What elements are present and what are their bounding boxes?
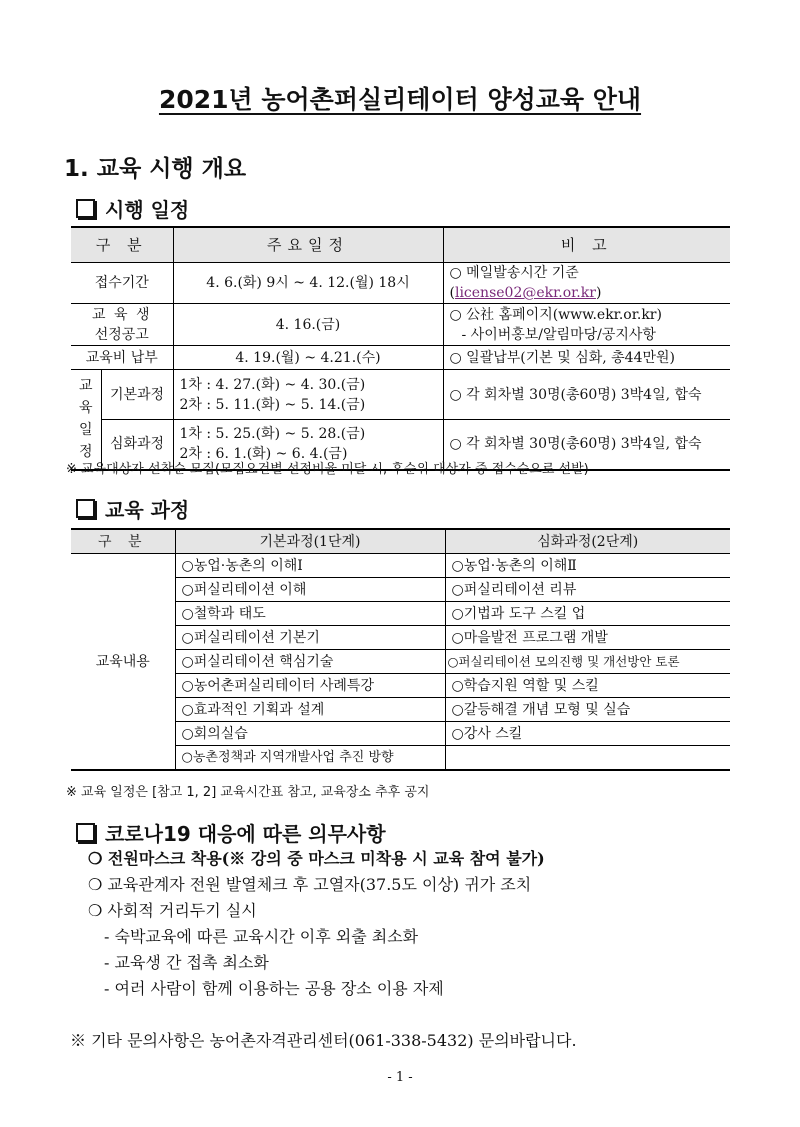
list-item: ❍ 교육관계자 전원 발열체크 후 고열자(37.5도 이상) 귀가 조치 [88,875,532,894]
list-item: - 여러 사람이 함께 이용하는 공용 장소 이용 자제 [104,979,444,998]
row-date: 1차 : 5. 25.(화) ~ 5. 28.(금) 2차 : 6. 1.(화) ~ 6. 4.(금) [173,420,443,470]
checkbox-square-icon [76,199,95,218]
basic-course-item: ○퍼실리테이션 기본기 [175,626,445,650]
row-label: 접수기간 [71,263,173,304]
list-item: - 숙박교육에 따른 교육시간 이후 외출 최소화 [104,927,419,946]
list-item: ❍ 사회적 거리두기 실시 [88,901,257,920]
advanced-course-item: ○마을발전 프로그램 개발 [445,626,730,650]
checkbox-square-icon [76,823,95,842]
table-row [71,304,730,346]
basic-course-item: ○농어촌퍼실리테이터 사례특강 [175,674,445,698]
table-header: 구 분 [71,227,173,263]
checkbox-square-icon [76,499,95,518]
subheading-schedule [76,194,189,223]
course-table [71,528,730,771]
row-date: 4. 6.(화) 9시 ~ 4. 12.(월) 18시 [173,263,443,304]
row-label: 교 육 생 선정공고 [71,304,173,346]
row-note: ○ 일괄납부(기본 및 심화, 총44만원) [443,346,730,370]
row-date: 1차 : 4. 27.(화) ~ 4. 30.(금) 2차 : 5. 11.(화) ~ 5. 14.(금) [173,370,443,420]
basic-course-item: ○회의실습 [175,722,445,746]
schedule-footnote: ※ 교육대상자 선착순 모집(모집요건별 선정비율 미달 시, 후순위 대상자 중 접수순으로 선발) [66,462,589,477]
advanced-course-item: ○강사 스킬 [445,722,730,746]
group-label: 교 육 일 정 [71,370,101,470]
row-date: 4. 19.(월) ~ 4.21.(수) [173,346,443,370]
row-label: 기본과정 [101,370,173,420]
basic-course-item: ○농촌정책과 지역개발사업 추진 방향 [175,746,445,771]
advanced-course-item: ○퍼실리테이션 모의진행 및 개선방안 토론 [445,650,730,674]
basic-course-item: ○농업·농촌의 이해Ⅰ [175,554,445,578]
row-note: ○ 각 회차별 30명(총60명) 3박4일, 합숙 [443,370,730,420]
table-row [71,346,730,370]
basic-course-item: ○철학과 태도 [175,602,445,626]
covid-rules-list [88,846,545,1002]
course-footnote: ※ 교육 일정은 [참고 1, 2] 교육시간표 참고, 교육장소 추후 공지 [66,785,430,800]
table-row [71,370,730,420]
row-note: ○ 公社 홈페이지(www.ekr.or.kr) - 사이버홍보/알림마당/공지사항 [443,304,730,346]
subheading-schedule-label: 시행 일정 [105,198,190,222]
advanced-course-item: ○갈등해결 개념 모형 및 실습 [445,698,730,722]
advanced-course-item: ○퍼실리테이션 리뷰 [445,578,730,602]
section-heading-overview: 1. 교육 시행 개요 [64,156,247,182]
table-header: 구 분 [71,529,175,554]
table-header-row [71,227,730,263]
row-label: 심화과정 [101,420,173,470]
email-link[interactable]: license02@ekr.or.kr [454,285,596,301]
table-header: 비 고 [443,227,730,263]
row-label: 교육내용 [71,554,175,771]
advanced-course-item: ○농업·농촌의 이해Ⅱ [445,554,730,578]
subheading-course [76,494,189,523]
subheading-covid [76,818,386,847]
basic-course-item: ○퍼실리테이션 이해 [175,578,445,602]
contact-note: ※ 기타 문의사항은 농어촌자격관리센터(061-338-5432) 문의바랍니다. [70,1031,577,1050]
row-note: ○ 메일발송시간 기준(license02@ekr.or.kr) [443,263,730,304]
advanced-course-item [445,746,730,771]
list-item: ❍ 전원마스크 착용(※ 강의 중 마스크 미착용 시 교육 참여 불가) [88,849,545,868]
page-number: - 1 - [387,1070,413,1085]
table-header: 주요일정 [173,227,443,263]
table-header: 심화과정(2단계) [445,529,730,554]
basic-course-item: ○퍼실리테이션 핵심기술 [175,650,445,674]
subheading-course-label: 교육 과정 [105,498,190,522]
subheading-covid-label: 코로나19 대응에 따른 의무사항 [105,822,386,846]
advanced-course-item: ○기법과 도구 스킬 업 [445,602,730,626]
schedule-table [71,226,730,471]
page-title: 2021년 농어촌퍼실리테이터 양성교육 안내 [158,85,642,114]
basic-course-item: ○효과적인 기획과 설계 [175,698,445,722]
row-label: 교육비 납부 [71,346,173,370]
table-row [71,263,730,304]
table-header-row [71,529,730,554]
table-header: 기본과정(1단계) [175,529,445,554]
row-note: ○ 각 회차별 30명(총60명) 3박4일, 합숙 [443,420,730,470]
list-item: - 교육생 간 접촉 최소화 [104,953,269,972]
advanced-course-item: ○학습지원 역할 및 스킬 [445,674,730,698]
table-row [71,554,730,578]
row-date: 4. 16.(금) [173,304,443,346]
